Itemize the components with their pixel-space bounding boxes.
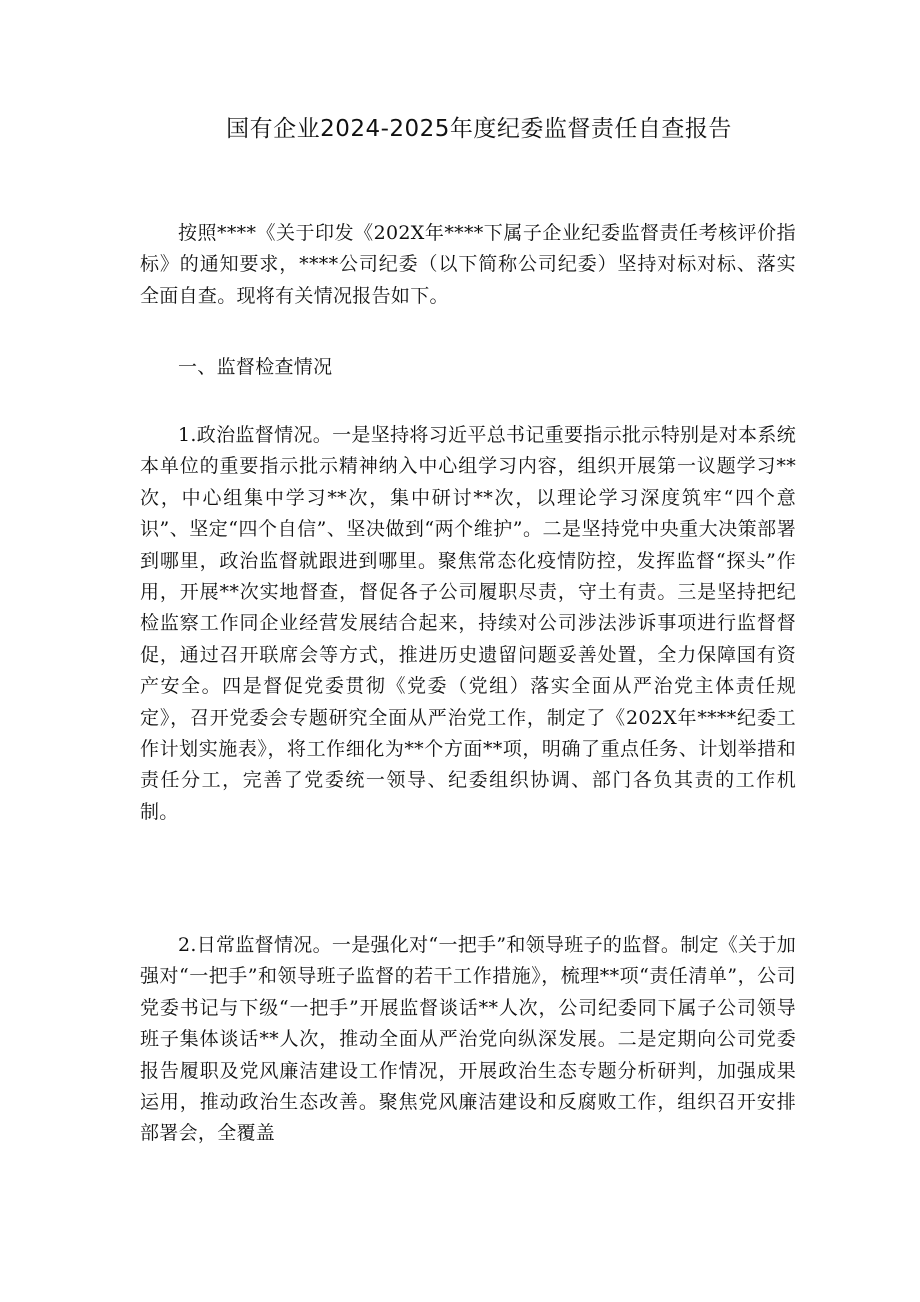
section-heading-supervision-inspection: 一、监督检查情况 [178, 356, 333, 378]
paragraph-political-supervision: 1.政治监督情况。一是坚持将习近平总书记重要指示批示特别是对本系统本单位的重要指示批示精神纳入中心组学习内容，组织开展第一议题学习**次，中心组集中学习**次，集中研讨**次，以理论学习深度筑牢“四个意识”、坚定“四个自信”、坚决做到“两个维护”。二是坚持党中央重大决策部署到哪里，政治监督就跟进到哪里。聚焦常态化疫情防控，发挥监督“探头”作用，开展**次实地督查，督促各子公司履职尽责，守土有责。三是坚持把纪检监察工作同企业经营发展结合起来，持续对公司涉法涉诉事项进行监督督促，通过召开联席会等方式，推进历史遗留问题妥善处置，全力保障国有资产安全。四是督促党委贯彻《党委（党组）落实全面从严治党主体责任规定》，召开党委会专题研究全面从严治党工作，制定了《202X年****纪委工作计划实施表》，将工作细化为**个方面**项，明确了重点任务、计划举措和责任分工，完善了党委统一领导、纪委组织协调、部门各负其责的工作机制。 [140, 424, 796, 823]
document-title: 国有企业2024-2025年度纪委监督责任自查报告 [226, 116, 732, 142]
intro-paragraph: 按照****《关于印发《202X年****下属子企业纪委监督责任考核评价指标》的通知要求，****公司纪委（以下简称公司纪委）坚持对标对标、落实全面自查。现将有关情况报告如下。 [140, 222, 796, 307]
paragraph-daily-supervision: 2.日常监督情况。一是强化对“一把手”和领导班子的监督。制定《关于加强对“一把手”和领导班子监督的若干工作措施》，梳理**项“责任清单”，公司党委书记与下级“一把手”开展监督谈话**人次，公司纪委同下属子公司领导班子集体谈话**人次，推动全面从严治党向纵深发展。二是定期向公司党委报告履职及党风廉洁建设工作情况，开展政治生态专题分析研判，加强成果运用，推动政治生态改善。聚焦党风廉洁建设和反腐败工作，组织召开安排部署会，全覆盖 [140, 934, 796, 1145]
